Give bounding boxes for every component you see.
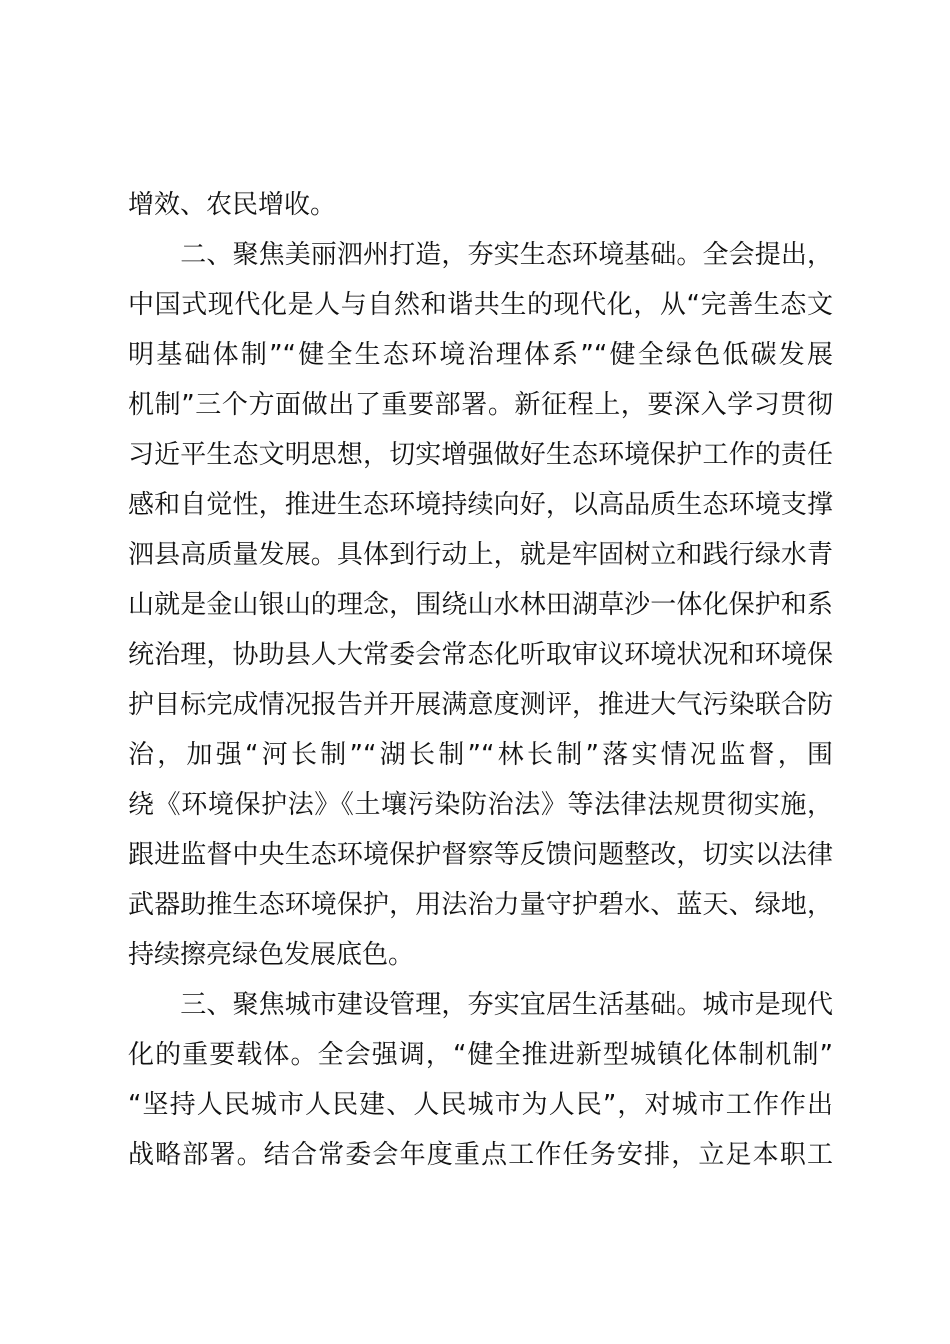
text-line: 治，加强“河长制”“湖长制”“林长制”落实情况监督，围 <box>128 740 833 770</box>
text-line: 化的重要载体。全会强调，“健全推进新型城镇化体制机制” <box>128 1040 833 1070</box>
text-line: 山就是金山银山的理念，围绕山水林田湖草沙一体化保护和系 <box>128 590 833 620</box>
text-line: 护目标完成情况报告并开展满意度测评，推进大气污染联合防 <box>128 690 833 720</box>
text-line: 中国式现代化是人与自然和谐共生的现代化，从“完善生态文 <box>128 290 833 320</box>
document-body <box>128 180 833 1180</box>
text-line: 统治理，协助县人大常委会常态化听取审议环境状况和环境保 <box>128 640 833 670</box>
text-line: 三、聚焦城市建设管理，夯实宜居生活基础。城市是现代 <box>128 990 833 1020</box>
text-line: 持续擦亮绿色发展底色。 <box>128 940 415 970</box>
text-line: 二、聚焦美丽泗州打造，夯实生态环境基础。全会提出， <box>128 240 833 270</box>
text-line: 机制”三个方面做出了重要部署。新征程上，要深入学习贯彻 <box>128 390 833 420</box>
text-line: 武器助推生态环境保护，用法治力量守护碧水、蓝天、绿地， <box>128 890 833 920</box>
text-line: “坚持人民城市人民建、人民城市为人民”，对城市工作作出 <box>128 1090 833 1120</box>
text-line: 跟进监督中央生态环境保护督察等反馈问题整改，切实以法律 <box>128 840 833 870</box>
text-line: 战略部署。结合常委会年度重点工作任务安排，立足本职工 <box>128 1140 833 1170</box>
text-line: 绕《环境保护法》《土壤污染防治法》等法律法规贯彻实施， <box>128 790 833 820</box>
text-line: 感和自觉性，推进生态环境持续向好，以高品质生态环境支撑 <box>128 490 833 520</box>
text-line: 习近平生态文明思想，切实增强做好生态环境保护工作的责任 <box>128 440 833 470</box>
text-line: 泗县高质量发展。具体到行动上，就是牢固树立和践行绿水青 <box>128 540 833 570</box>
text-line: 增效、农民增收。 <box>128 190 337 220</box>
text-line: 明基础体制”“健全生态环境治理体系”“健全绿色低碳发展 <box>128 340 833 370</box>
